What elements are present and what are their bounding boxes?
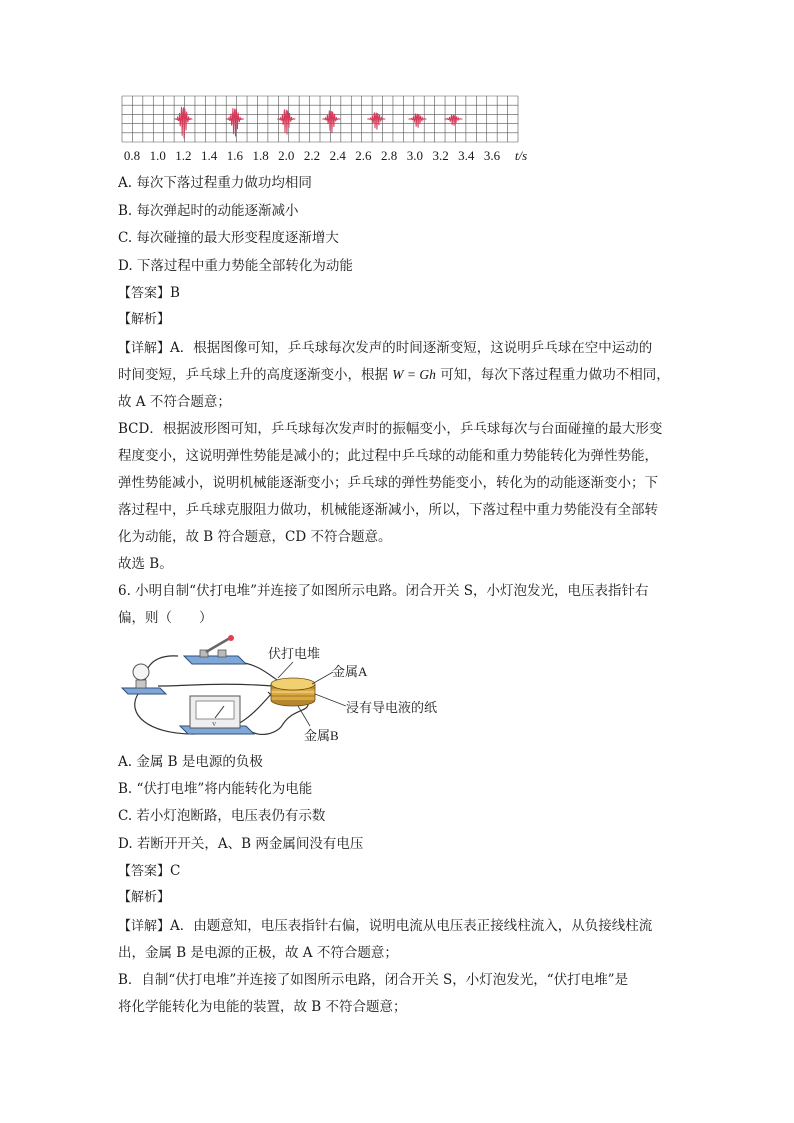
x-tick-label: 0.8: [123, 148, 141, 163]
label-voltaic-pile: 伏打电堆: [268, 646, 321, 661]
q6-option-b: B. “伏打电堆”将内能转化为电能: [118, 781, 313, 797]
q5-conclusion: 故选 B。: [118, 556, 173, 572]
q6-detail-line-3: B．自制“伏打电堆”并连接了如图所示电路，闭合开关 S，小灯泡发光，“伏打电堆”是: [118, 972, 629, 988]
wave-pulse: [322, 111, 340, 133]
lamp-icon: [122, 664, 166, 694]
label-paper: 浸有导电液的纸: [346, 700, 438, 715]
x-unit-label: t/s: [514, 148, 528, 163]
q5-option-d: D. 下落过程中重力势能全部转化为动能: [118, 258, 353, 274]
formula: W = Gh: [392, 367, 436, 382]
q5-analysis-label: 【解析】: [118, 312, 171, 327]
x-tick-label: 2.2: [303, 148, 321, 163]
q6-stem-line-2: 偏，则（ ）: [118, 610, 213, 626]
voltmeter-icon: [180, 696, 254, 734]
label-metal-b: 金属B: [304, 728, 339, 743]
x-tick-label: 1.8: [252, 148, 269, 163]
x-tick-label: 1.2: [175, 148, 192, 163]
q5-answer: [118, 283, 180, 304]
q5-detail-line-4: BCD．根据波形图可知，乒乓球每次发声时的振幅变小，乒乓球每次与台面碰撞的最大形变: [118, 421, 663, 437]
x-tick-label: 2.0: [278, 148, 295, 163]
q5-detail-line-3: 故 A 不符合题意；: [118, 394, 231, 410]
q6-detail-line-4: 将化学能转化为电能的装置，故 B 不符合题意；: [118, 999, 407, 1015]
q5-detail-line-2: 时间变短，乒乓球上升的高度逐渐变小，根据 W = Gh 可知，每次下落过程重力做功不相同，: [118, 367, 670, 383]
q6-option-c: C. 若小灯泡断路，电压表仍有示数: [118, 808, 326, 824]
q6-analysis-label: 【解析】: [118, 890, 171, 905]
q5-detail-line-1: 【详解】A．根据图像可知，乒乓球每次发声的时间逐渐变短，这说明乒乓球在空中运动的: [118, 340, 653, 356]
answer-value: B: [170, 285, 180, 301]
answer-value: C: [170, 863, 181, 879]
q5-detail-line-7: 落过程中，乒乓球克服阻力做功，机械能逐渐减小，所以，下落过程中重力势能没有全部转: [118, 502, 658, 518]
q5-detail-line-5: 程度变小，这说明弹性势能是减小的；此过程中乒乓球的动能和重力势能转化为弹性势能，: [118, 448, 658, 464]
x-tick-label: 3.2: [432, 148, 449, 163]
q6-answer: [118, 861, 180, 882]
voltmeter-letter: V: [212, 722, 217, 728]
answer-label: 【答案】: [118, 864, 171, 879]
wave-pulse: [226, 108, 244, 136]
q6-stem-line-1: 6. 小明自制“伏打电堆”并连接了如图所示电路。闭合开关 S，小灯泡发光，电压表指针右: [118, 583, 649, 599]
wave-pulse: [444, 115, 462, 126]
q5-option-c: C. 每次碰撞的最大形变程度逐渐增大: [118, 230, 339, 246]
circuit-figure: [118, 634, 478, 746]
voltaic-pile-icon: [271, 678, 315, 706]
q5-option-b: B. 每次弹起时的动能逐渐减小: [118, 203, 299, 219]
x-tick-label: 1.6: [226, 148, 243, 163]
x-tick-label: 2.8: [381, 148, 398, 163]
q6-option-d: D. 若断开开关，A、B 两金属间没有电压: [118, 836, 364, 852]
label-metal-a: 金属A: [332, 664, 368, 679]
q5-detail-line-6: 弹性势能减小，说明机械能逐渐变小；乒乓球的弹性势能变小，转化为的动能逐渐变小；下: [118, 475, 658, 491]
switch-icon: [184, 635, 246, 664]
x-tick-label: 1.0: [149, 148, 166, 163]
detail-label: 【详解】: [118, 919, 171, 934]
q5-option-a: A. 每次下落过程重力做功均相同: [118, 175, 312, 191]
q6-option-a: A. 金属 B 是电源的负极: [118, 754, 263, 770]
wave-pulse: [277, 109, 295, 134]
x-tick-label: 3.6: [483, 148, 501, 163]
answer-label: 【答案】: [118, 286, 171, 301]
x-tick-label: 2.4: [329, 148, 346, 163]
q5-detail-line-8: 化为动能，故 B 符合题意，CD 不符合题意。: [118, 529, 392, 545]
detail-label: 【详解】: [118, 341, 171, 356]
wave-pulse: [408, 114, 426, 128]
wave-pulse: [174, 107, 192, 138]
q6-detail-line-1: 【详解】A．由题意知，电压表指针右偏，说明电流从电压表正接线柱流入，从负接线柱流: [118, 918, 653, 934]
waveform-chart: [118, 94, 538, 164]
x-tick-label: 3.4: [458, 148, 475, 163]
x-tick-label: 1.4: [201, 148, 218, 163]
x-tick-label: 3.0: [406, 148, 423, 163]
x-tick-label: 2.6: [355, 148, 372, 163]
q6-detail-line-2: 出，金属 B 是电源的正极，故 A 不符合题意；: [118, 945, 398, 961]
